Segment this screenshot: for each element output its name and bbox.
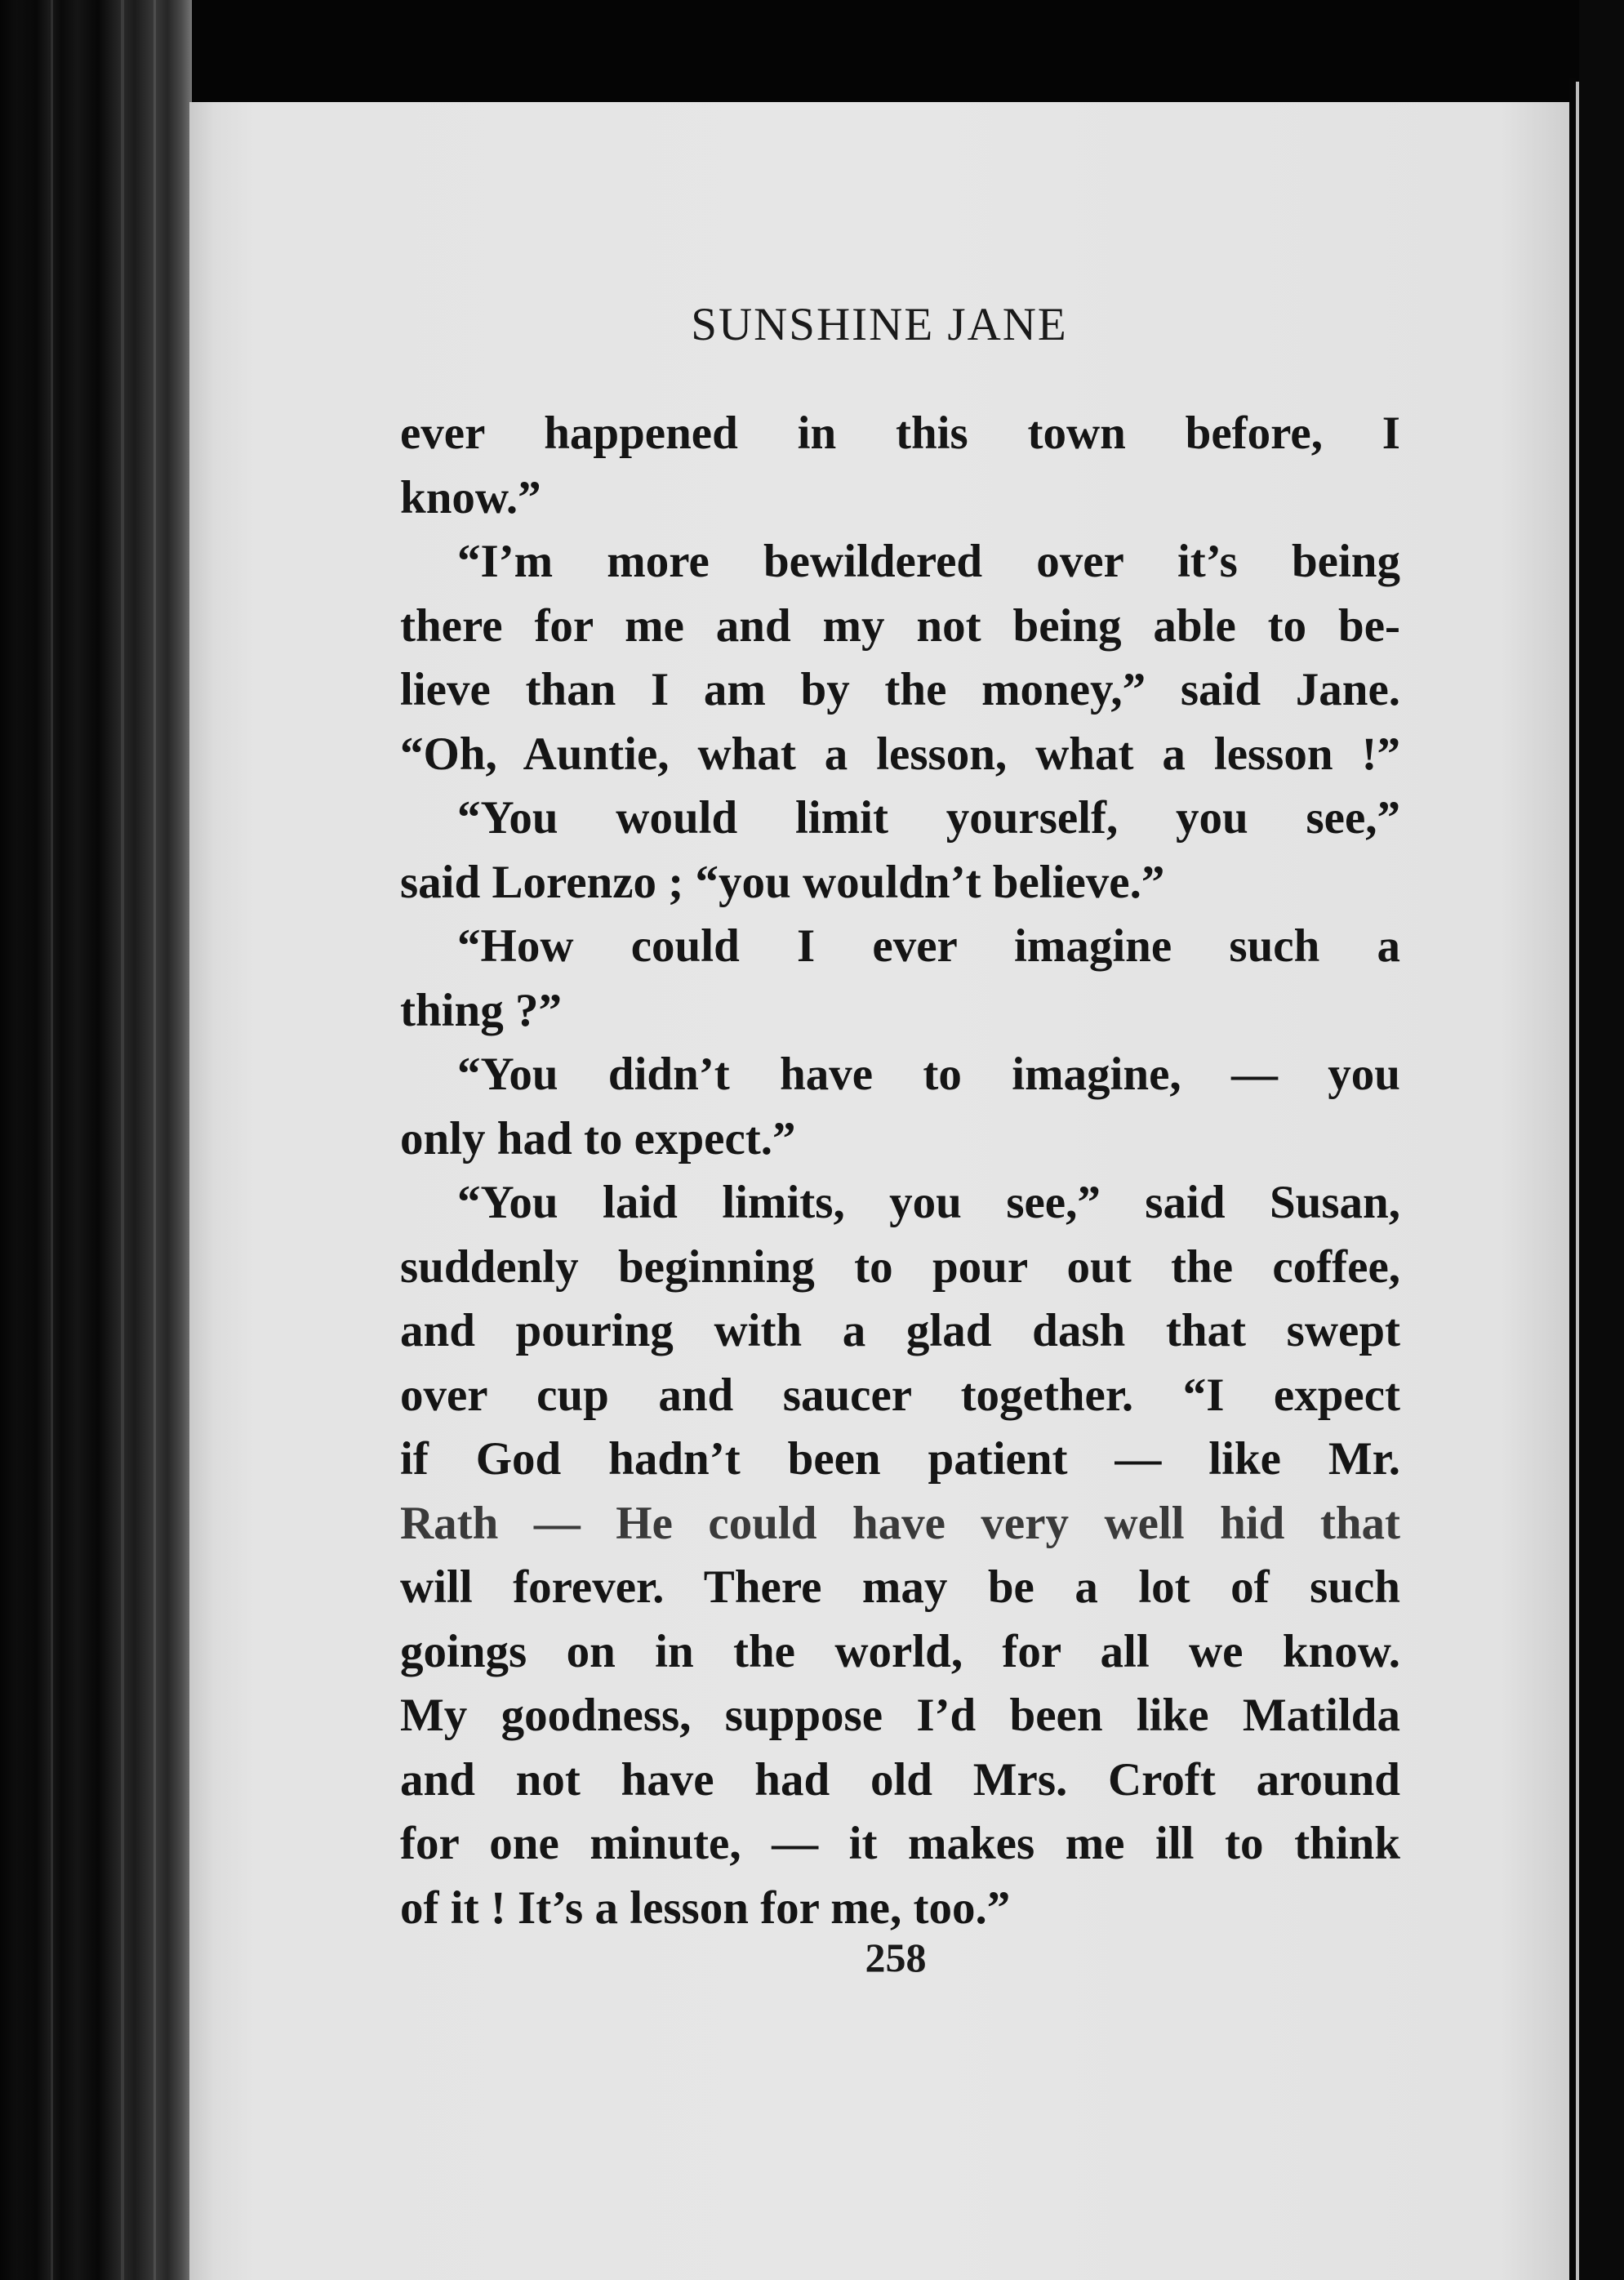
scan-streak bbox=[154, 0, 156, 2280]
scan-top-border bbox=[0, 0, 1624, 102]
text-line: there for me and my not being able to be- bbox=[400, 599, 1400, 652]
text-line: Rath — He could have very well hid that bbox=[400, 1497, 1400, 1549]
text-line: “Oh, Auntie, what a lesson, what a lesson !” bbox=[400, 728, 1400, 780]
text-line: ever happened in this town before, I bbox=[400, 407, 1400, 459]
text-line: suddenly beginning to pour out the coffee, bbox=[400, 1240, 1400, 1293]
text-line: “I’m more bewildered over it’s being bbox=[457, 536, 1400, 587]
scan-streak bbox=[51, 0, 53, 2280]
scan-left-border bbox=[0, 0, 192, 2280]
text-line: goings on in the world, for all we know. bbox=[400, 1625, 1400, 1677]
text-line: “You laid limits, you see,” said Susan, bbox=[457, 1177, 1400, 1228]
page-number: 258 bbox=[865, 1935, 927, 1980]
text-line: know.” bbox=[400, 471, 541, 523]
text-line: will forever. There may be a lot of such bbox=[400, 1561, 1400, 1613]
text-line: “How could I ever imagine such a bbox=[457, 920, 1400, 972]
text-line: only had to expect.” bbox=[400, 1112, 796, 1164]
body-text bbox=[400, 402, 1400, 1940]
running-head: SUNSHINE JANE bbox=[691, 299, 1068, 350]
scan-streak bbox=[121, 0, 124, 2280]
next-page-edge bbox=[1576, 82, 1579, 2280]
scan-right-border bbox=[1579, 0, 1624, 2280]
text-line: and pouring with a glad dash that swept bbox=[400, 1305, 1400, 1356]
text-line: My goodness, suppose I’d been like Matilda bbox=[400, 1690, 1400, 1741]
text-line: if God hadn’t been patient — like Mr. bbox=[400, 1433, 1400, 1485]
text-line: said Lorenzo ; “you wouldn’t believe.” bbox=[400, 856, 1165, 908]
text-line: of it ! It’s a lesson for me, too.” bbox=[400, 1881, 1011, 1934]
text-line: “You would limit yourself, you see,” bbox=[457, 792, 1400, 844]
text-line: for one minute, — it makes me ill to think bbox=[400, 1818, 1400, 1869]
text-line: “You didn’t have to imagine, — you bbox=[457, 1049, 1400, 1100]
text-line: thing ?” bbox=[400, 984, 562, 1036]
text-line: lieve than I am by the money,” said Jane. bbox=[400, 664, 1400, 715]
page-gutter-shadow bbox=[1569, 78, 1576, 2280]
text-line: over cup and saucer together. “I expect bbox=[400, 1369, 1400, 1421]
text-line: and not have had old Mrs. Croft around bbox=[400, 1753, 1400, 1806]
